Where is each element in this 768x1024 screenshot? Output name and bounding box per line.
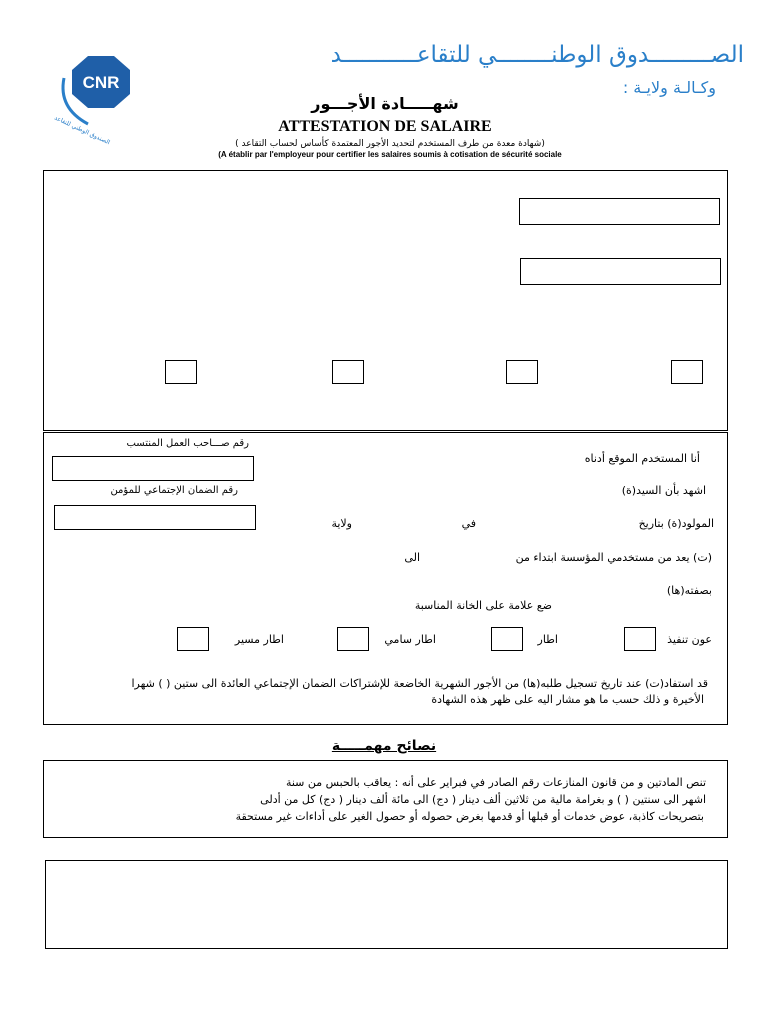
province-label: ولاية xyxy=(331,517,352,530)
logo-text: CNR xyxy=(82,73,120,92)
org-name: الصـــــــــدوق الوطنــــــــي للتقاعـــــــــــد xyxy=(330,42,744,68)
category-senior-checkbox[interactable] xyxy=(337,627,369,651)
insured-ss-label: رقم الضمان الإجتماعي للمؤمن xyxy=(110,485,238,496)
subtitle-fr: (A établir par l'employeur pour certifier les salaires soumis à cotisation de sécurité sociale xyxy=(218,150,562,159)
employer-number-label: رقم صـــاحب العمل المنتسب xyxy=(126,438,249,449)
certify-label: اشهد بأن السيد(ة) xyxy=(621,484,706,497)
insured-ss-input[interactable] xyxy=(54,505,256,530)
category-cadre-label: اطار xyxy=(537,633,558,646)
checkbox-3[interactable] xyxy=(506,360,538,384)
category-manager-checkbox[interactable] xyxy=(177,627,209,651)
signer-label: أنا المستخدم الموقع أدناه xyxy=(584,452,700,465)
checkbox-2[interactable] xyxy=(332,360,364,384)
category-manager-label: اطار مسير xyxy=(234,633,284,646)
employer-number-input[interactable] xyxy=(52,456,254,481)
title-ar: شهـــــادة الأجـــور xyxy=(311,94,459,113)
checkbox-1[interactable] xyxy=(165,360,197,384)
cnr-logo xyxy=(50,50,150,147)
signature-box[interactable] xyxy=(45,860,728,949)
category-execution-label: عون تنفيذ xyxy=(667,633,712,646)
as-label: بصفته(ها) xyxy=(666,584,712,597)
advice-line-1: تنص المادتين و من قانون المنازعات رقم الصادر في فبراير على أنه : يعاقب بالحبس من سنة xyxy=(285,776,706,789)
employer-field-2[interactable] xyxy=(520,258,721,285)
employed-to-label: الى xyxy=(404,551,420,564)
category-execution-checkbox[interactable] xyxy=(624,627,656,651)
logo-arc-text: الصندوق الوطني للتقاعد xyxy=(53,114,111,147)
declaration-line-2: الأخيرة و ذلك حسب ما هو مشار اليه على ظهر هذه الشهادة xyxy=(431,693,704,706)
employed-from-label: (ت) يعد من مستخدمي المؤسسة ابتداء من xyxy=(515,551,712,564)
advice-line-2: اشهر الى سنتين ( ) و بغرامة مالية من ثلاثين ألف دينار ( دج) الى مائة ألف دينار ( دج) كل من أدلى xyxy=(260,793,706,806)
mark-box-instruction: ضع علامة على الخانة المناسبة xyxy=(414,599,552,612)
subtitle-ar: (شهادة معدة من طرف المستخدم لتحديد الأجور المعتمدة كأساس لحساب التقاعد ) xyxy=(235,139,545,149)
category-senior-label: اطار سامي xyxy=(384,633,436,646)
employer-field-1[interactable] xyxy=(519,198,720,225)
advice-line-3: بتصريحات كاذبة، عوض خدمات أو قبلها أو قدمها بغرض حصوله أو حصول الغير على أداءات غير مستحقة xyxy=(235,810,704,823)
title-fr: ATTESTATION DE SALAIRE xyxy=(278,118,492,135)
checkbox-4[interactable] xyxy=(671,360,703,384)
declaration-line-1: قد استفاد(ت) عند تاريخ تسجيل طلبه(ها) من الأجور الشهرية الخاضعة للإشتراكات الضمان الإجتماعي العائدة الى ستين ( ) شهرا xyxy=(131,677,708,690)
born-on-label: المولود(ة) بتاريخ xyxy=(638,517,714,530)
agency-label: وكـالـة ولايـة : xyxy=(622,78,716,97)
born-in-label: في xyxy=(461,517,476,530)
category-cadre-checkbox[interactable] xyxy=(491,627,523,651)
advice-title: نصائح مهمـــــة xyxy=(331,738,437,754)
